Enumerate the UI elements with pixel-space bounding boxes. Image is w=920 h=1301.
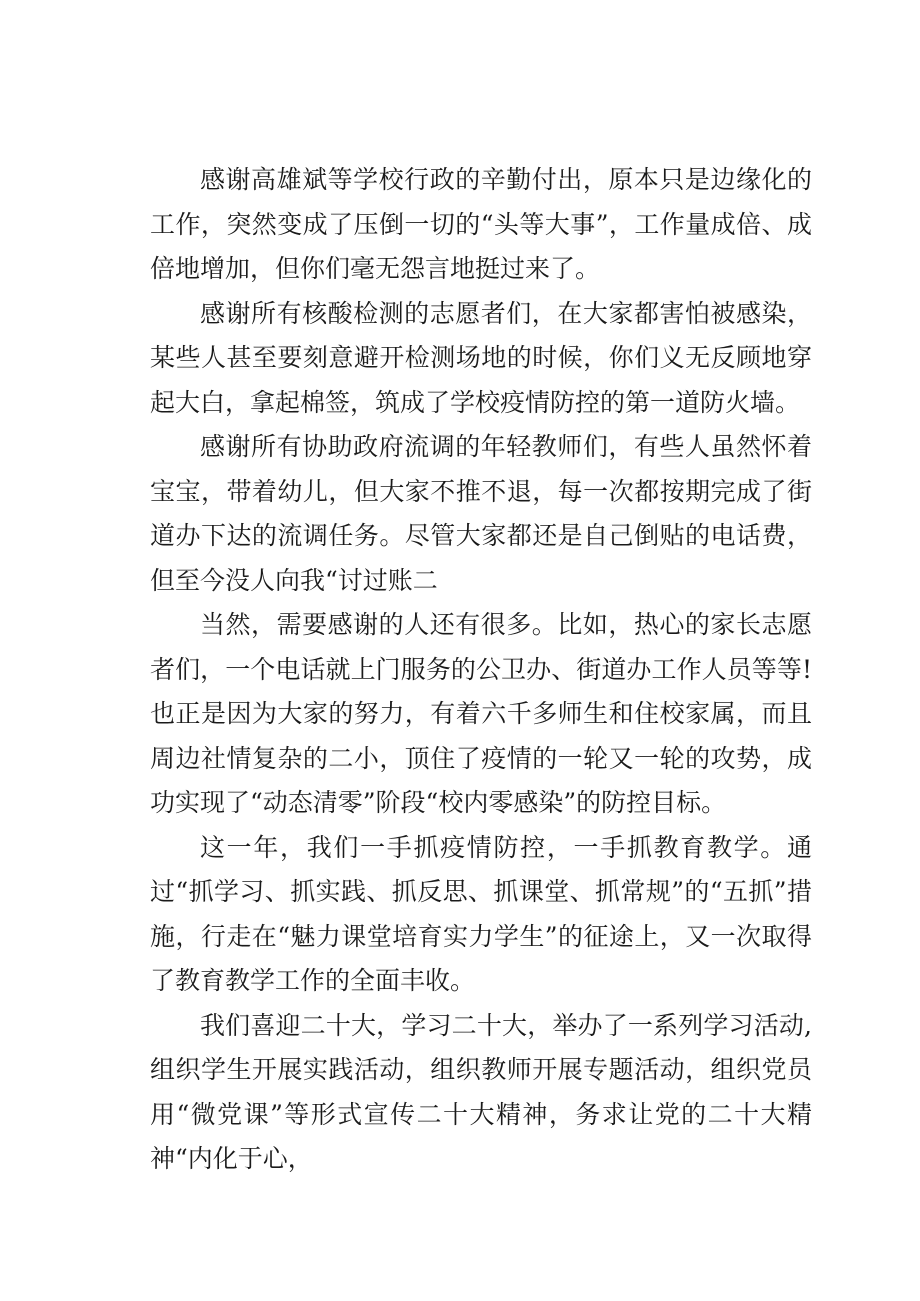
paragraph-thanks-volunteers: 感谢所有核酸检测的志愿者们，在大家都害怕被感染，某些人甚至要刻意避开检测场地的时候，你们义无反顾地穿起大白，拿起棉签，筑成了学校疫情防控的第一道防火墙。 <box>150 298 812 417</box>
paragraph-thanks-admin: 感谢高雄斌等学校行政的辛勤付出，原本只是边缘化的工作，突然变成了压倒一切的“头等大事”，工作量成倍、成倍地增加，但你们毫无怨言地挺过来了。 <box>150 165 812 283</box>
paragraph-education: 这一年，我们一手抓疫情防控，一手抓教育教学。通过“抓学习、抓实践、抓反思、抓课堂、抓常规”的“五抓”措施，行走在“魅力课堂培育实力学生”的征途上，又一次取得了教育教学工作的全面丰收。 <box>150 832 812 995</box>
paragraph-thanks-teachers: 感谢所有协助政府流调的年轻教师们，有些人虽然怀着宝宝，带着幼儿，但大家不推不退，每一次都按期完成了街道办下达的流调任务。尽管大家都还是自己倒贴的电话费，但至今没人向我“讨过账二 <box>150 432 812 595</box>
document-body <box>150 158 812 1182</box>
paragraph-thanks-others: 当然，需要感谢的人还有很多。比如，热心的家长志愿者们，一个电话就上门服务的公卫办、街道办工作人员等等!也正是因为大家的努力，有着六千多师生和住校家属，而且周边社情复杂的二小，顶住了疫情的一轮又一轮的攻势，成功实现了“动态清零”阶段“校内零感染”的防控目标。 <box>150 610 812 817</box>
paragraph-congress: 我们喜迎二十大，学习二十大，举办了一系列学习活动,组织学生开展实践活动，组织教师开展专题活动，组织党员用“微党课”等形式宣传二十大精神，务求让党的二十大精神“内化于心， <box>150 1010 812 1173</box>
